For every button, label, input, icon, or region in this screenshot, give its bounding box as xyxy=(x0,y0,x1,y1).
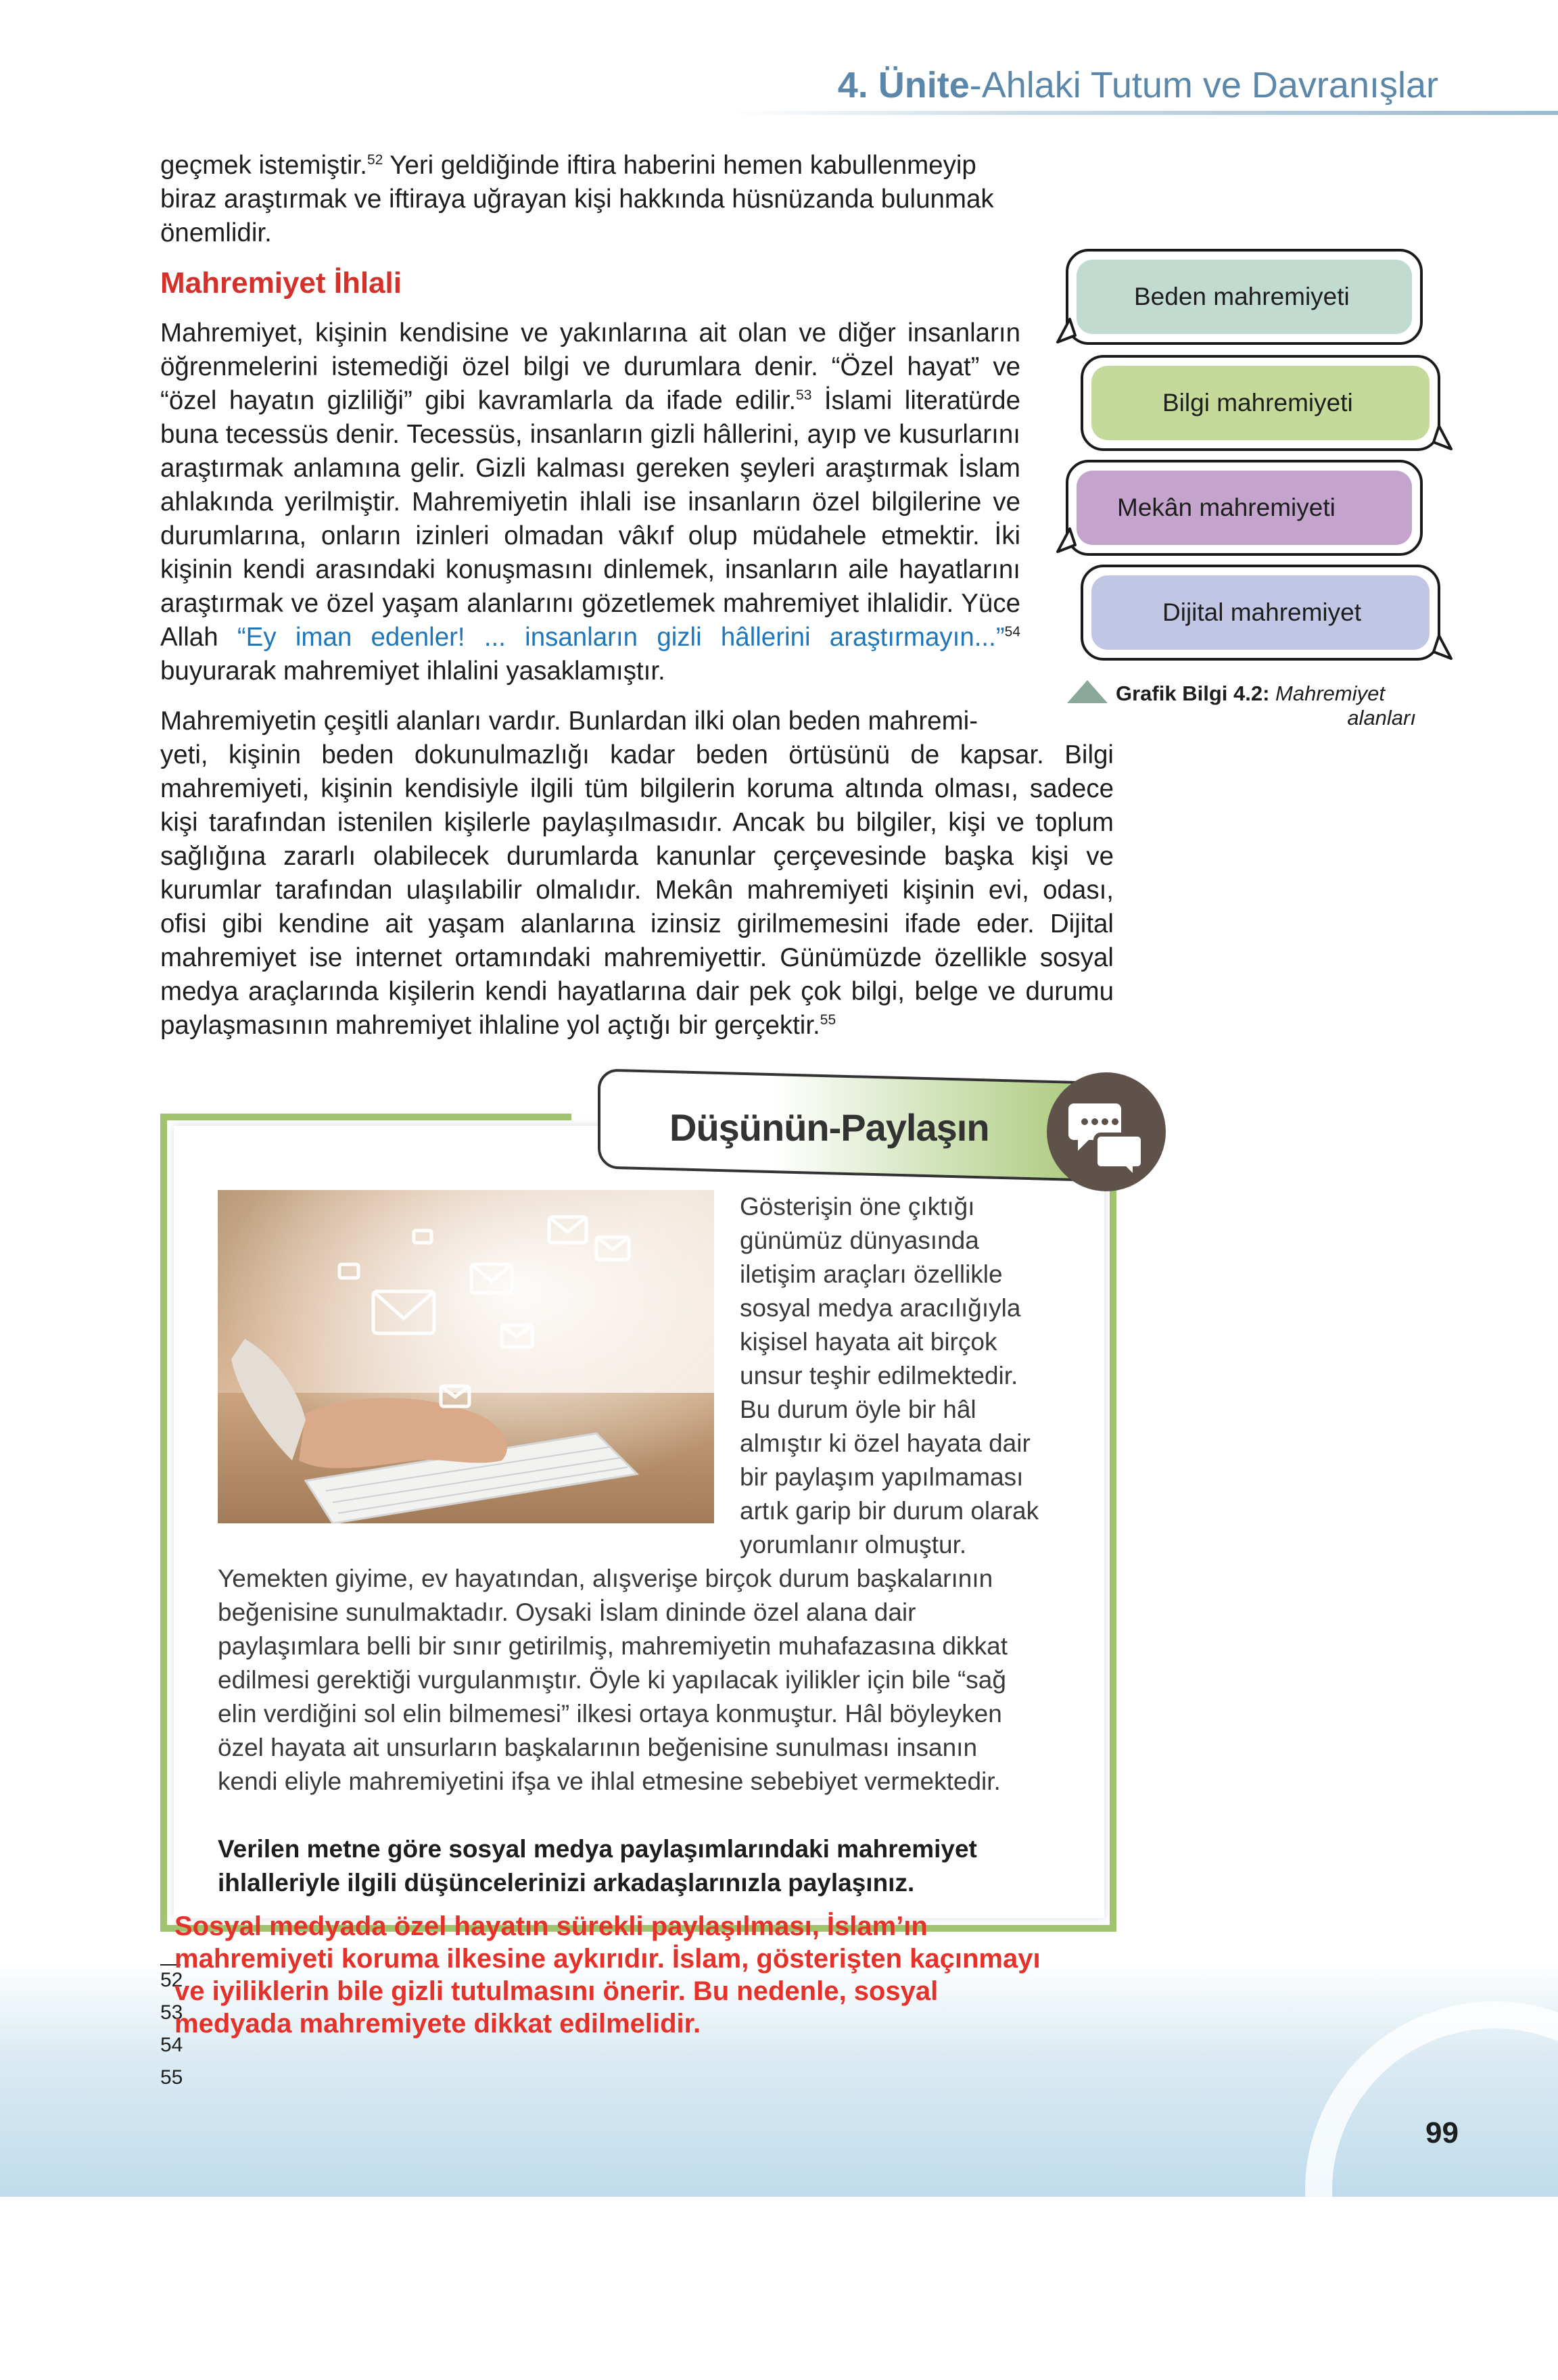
privacy-bubble-body xyxy=(1066,249,1423,345)
think-share-body-text: Yemekten giyime, ev hayatından, alışverişe birçok durum başkalarının beğenisine sunulmaktadır. Oysaki İslam dininde özel alana dair paylaşımlara belli bir sınır getirilmiş, mahremiyetin muhafazasına dikkat edilmesi gerektiği vurgulanmıştır. Öyle ki yapılacak iyilikler için bile “sağ elin verdiğini sol elin bilmemesi” ilkesi ortaya konmuştur. Hâl böyleyken özel hayata ait unsurların başkalarının beğenisine sunulması insanın kendi eliyle mahremiyetini ifşa ve ihlal etmesine sebebiyet vermektedir. xyxy=(218,1565,1008,1795)
paragraph-privacy-definition: Mahremiyet, kişinin kendisine ve yakınlarına ait olan ve diğer insanların öğrenmelerini istemediği özel bilgi ve durumlara denir. “Özel hayat” ve “özel hayatın gizliliği” gibi kavramlarla da ifade edilir.$^{53}$ İslami literatürde buna tecessüs denir. Tecessüs, insanların gizli hâllerini, ayıp ve kusurlarını araştırmak anlamına gelir. Gizli kalması gereken şeyleri araştırmak İslam ahlakında yerilmiştir. Mahremiyetin ihlali ise insanların özel bilgilerine ve durumlarına, onların izinleri olmadan vâkıf olup müdahele etmektir. İki kişinin kendi arasındaki konuşmasını dinlemek, insanların aile hayatlarını araştırmak ve özel yaşam alanlarını gözetlemek mahremiyet ihlalidir. Yüce Allah “Ey iman edenler! ... insanların gizli hâllerini araştırmayın...”$^{54}$ buyurarak mahremiyet ihlalini yasaklamıştır. xyxy=(160,318,1020,686)
section-title: Mahremiyet İhlali xyxy=(160,266,402,300)
box-frame-right xyxy=(1110,1180,1116,1932)
bubble-tail-icon xyxy=(1055,318,1082,345)
unit-number: 4. Ünite xyxy=(837,65,970,105)
paragraph-privacy-areas: Mahremiyetin çeşitli alanları vardır. Bunlardan ilki olan beden mahremi- yeti, kişinin beden dokunulmazlığı kadar beden örtüsünü de kapsar. Bilgi mahremiyeti, kişinin kendisiyle ilgili tüm bilgilerin koruma altında olması, sadece kişi tarafından istenilen kişilerle paylaşılmasıdır. Ancak bu bilgiler, kişi ve toplum sağlığına zararlı olabilecek durumlarda kanunlar çerçevesinde başka kişi ve kurumlar tarafından ulaşılabilir olmalıdır. Mekân mahremiyeti kişinin evi, odası, ofisi gibi kendine ait yaşam alanlarına izinsiz girilmemesini ifade eder. Dijital mahremiyet ise internet ortamındaki mahremiyettir. Günümüzde özellikle sosyal medya araçlarında kişilerin kendi hayatlarına dair pek çok bilgi, belge ve durumu paylaşmasının mahremiyet ihlaline yol açtığı bir gerçektir.$^{55}$ xyxy=(160,707,1114,1040)
caption-triangle-icon xyxy=(1067,680,1108,703)
bubble-tail-icon xyxy=(1055,527,1082,554)
footnote-number: 54 xyxy=(160,2034,183,2056)
page-number: 99 xyxy=(1425,2116,1459,2149)
bubble-label: Dijital mahremiyet xyxy=(1091,575,1430,650)
footnote-ref: 55 xyxy=(820,1012,836,1028)
footnote-number: 53 xyxy=(160,2001,183,2024)
figure-caption: Grafik Bilgi 4.2: Mahremiyet alanları xyxy=(1067,680,1416,730)
footnote-ref: 53 xyxy=(796,387,812,404)
think-share-intro-text: Gösterişin öne çıktığı günümüz dünyasında iletişim araçları özellikle sosyal medya aracılığıyla kişisel hayata ait birçok unsur teşhir edilmektedir. Bu durum öyle bir hâl almıştır ki özel hayata dair bir paylaşım yapılmaması artık garip bir durum olarak yorumlanır olmuştur. xyxy=(740,1193,1039,1558)
verse-quote: “Ey iman edenler! ... insanların gizli hâllerini araştırmayın...” xyxy=(237,623,1005,652)
footnote-ref: 54 xyxy=(1004,624,1020,640)
footnote-number: 55 xyxy=(160,2066,183,2089)
privacy-bubble-space xyxy=(1066,460,1423,556)
box-frame-left xyxy=(160,1114,167,1932)
bubble-label: Mekân mahremiyeti xyxy=(1077,471,1412,545)
footnote-number: 52 xyxy=(160,1969,183,1991)
chat-icon xyxy=(1047,1072,1166,1191)
box-frame-top xyxy=(160,1114,571,1120)
footnote-ref: 52 xyxy=(367,152,383,168)
bubble-tail-icon xyxy=(1427,425,1454,452)
student-answer: Sosyal medyada özel hayatın sürekli paylaşılması, İslam’ın mahremiyeti koruma ilkesine aykırıdır. İslam, gösterişten kaçınmayı ve iyiliklerin bile gizli tutulmasını önerir. Bu nedenle, sosyal medyada mahremiyete dikkat edilmelidir. xyxy=(174,1911,1041,2039)
think-share-title: Düşünün-Paylaşın xyxy=(669,1106,989,1149)
page-header xyxy=(838,64,1438,106)
privacy-bubble-digital xyxy=(1081,565,1440,661)
photo-laptop-email xyxy=(218,1190,714,1523)
privacy-bubble-information xyxy=(1081,355,1440,451)
unit-title: -Ahlaki Tutum ve Davranışlar xyxy=(969,65,1438,105)
bubble-label: Beden mahremiyeti xyxy=(1077,260,1412,334)
header-rule xyxy=(730,111,1558,115)
bubble-tail-icon xyxy=(1427,634,1454,661)
intro-paragraph: geçmek istemiştir.$^{52}$ Yeri geldiğinde iftira haberini hemen kabullenmeyip biraz araştırmak ve iftiraya uğrayan kişi hakkında hüsnüzanda bulunmak önemlidir. xyxy=(160,151,994,247)
bubble-label: Bilgi mahremiyeti xyxy=(1091,366,1430,440)
think-share-question: Verilen metne göre sosyal medya paylaşımlarındaki mahremiyet ihlalleriyle ilgili düşüncelerinizi arkadaşlarınızla paylaşınız. xyxy=(218,1835,977,1897)
